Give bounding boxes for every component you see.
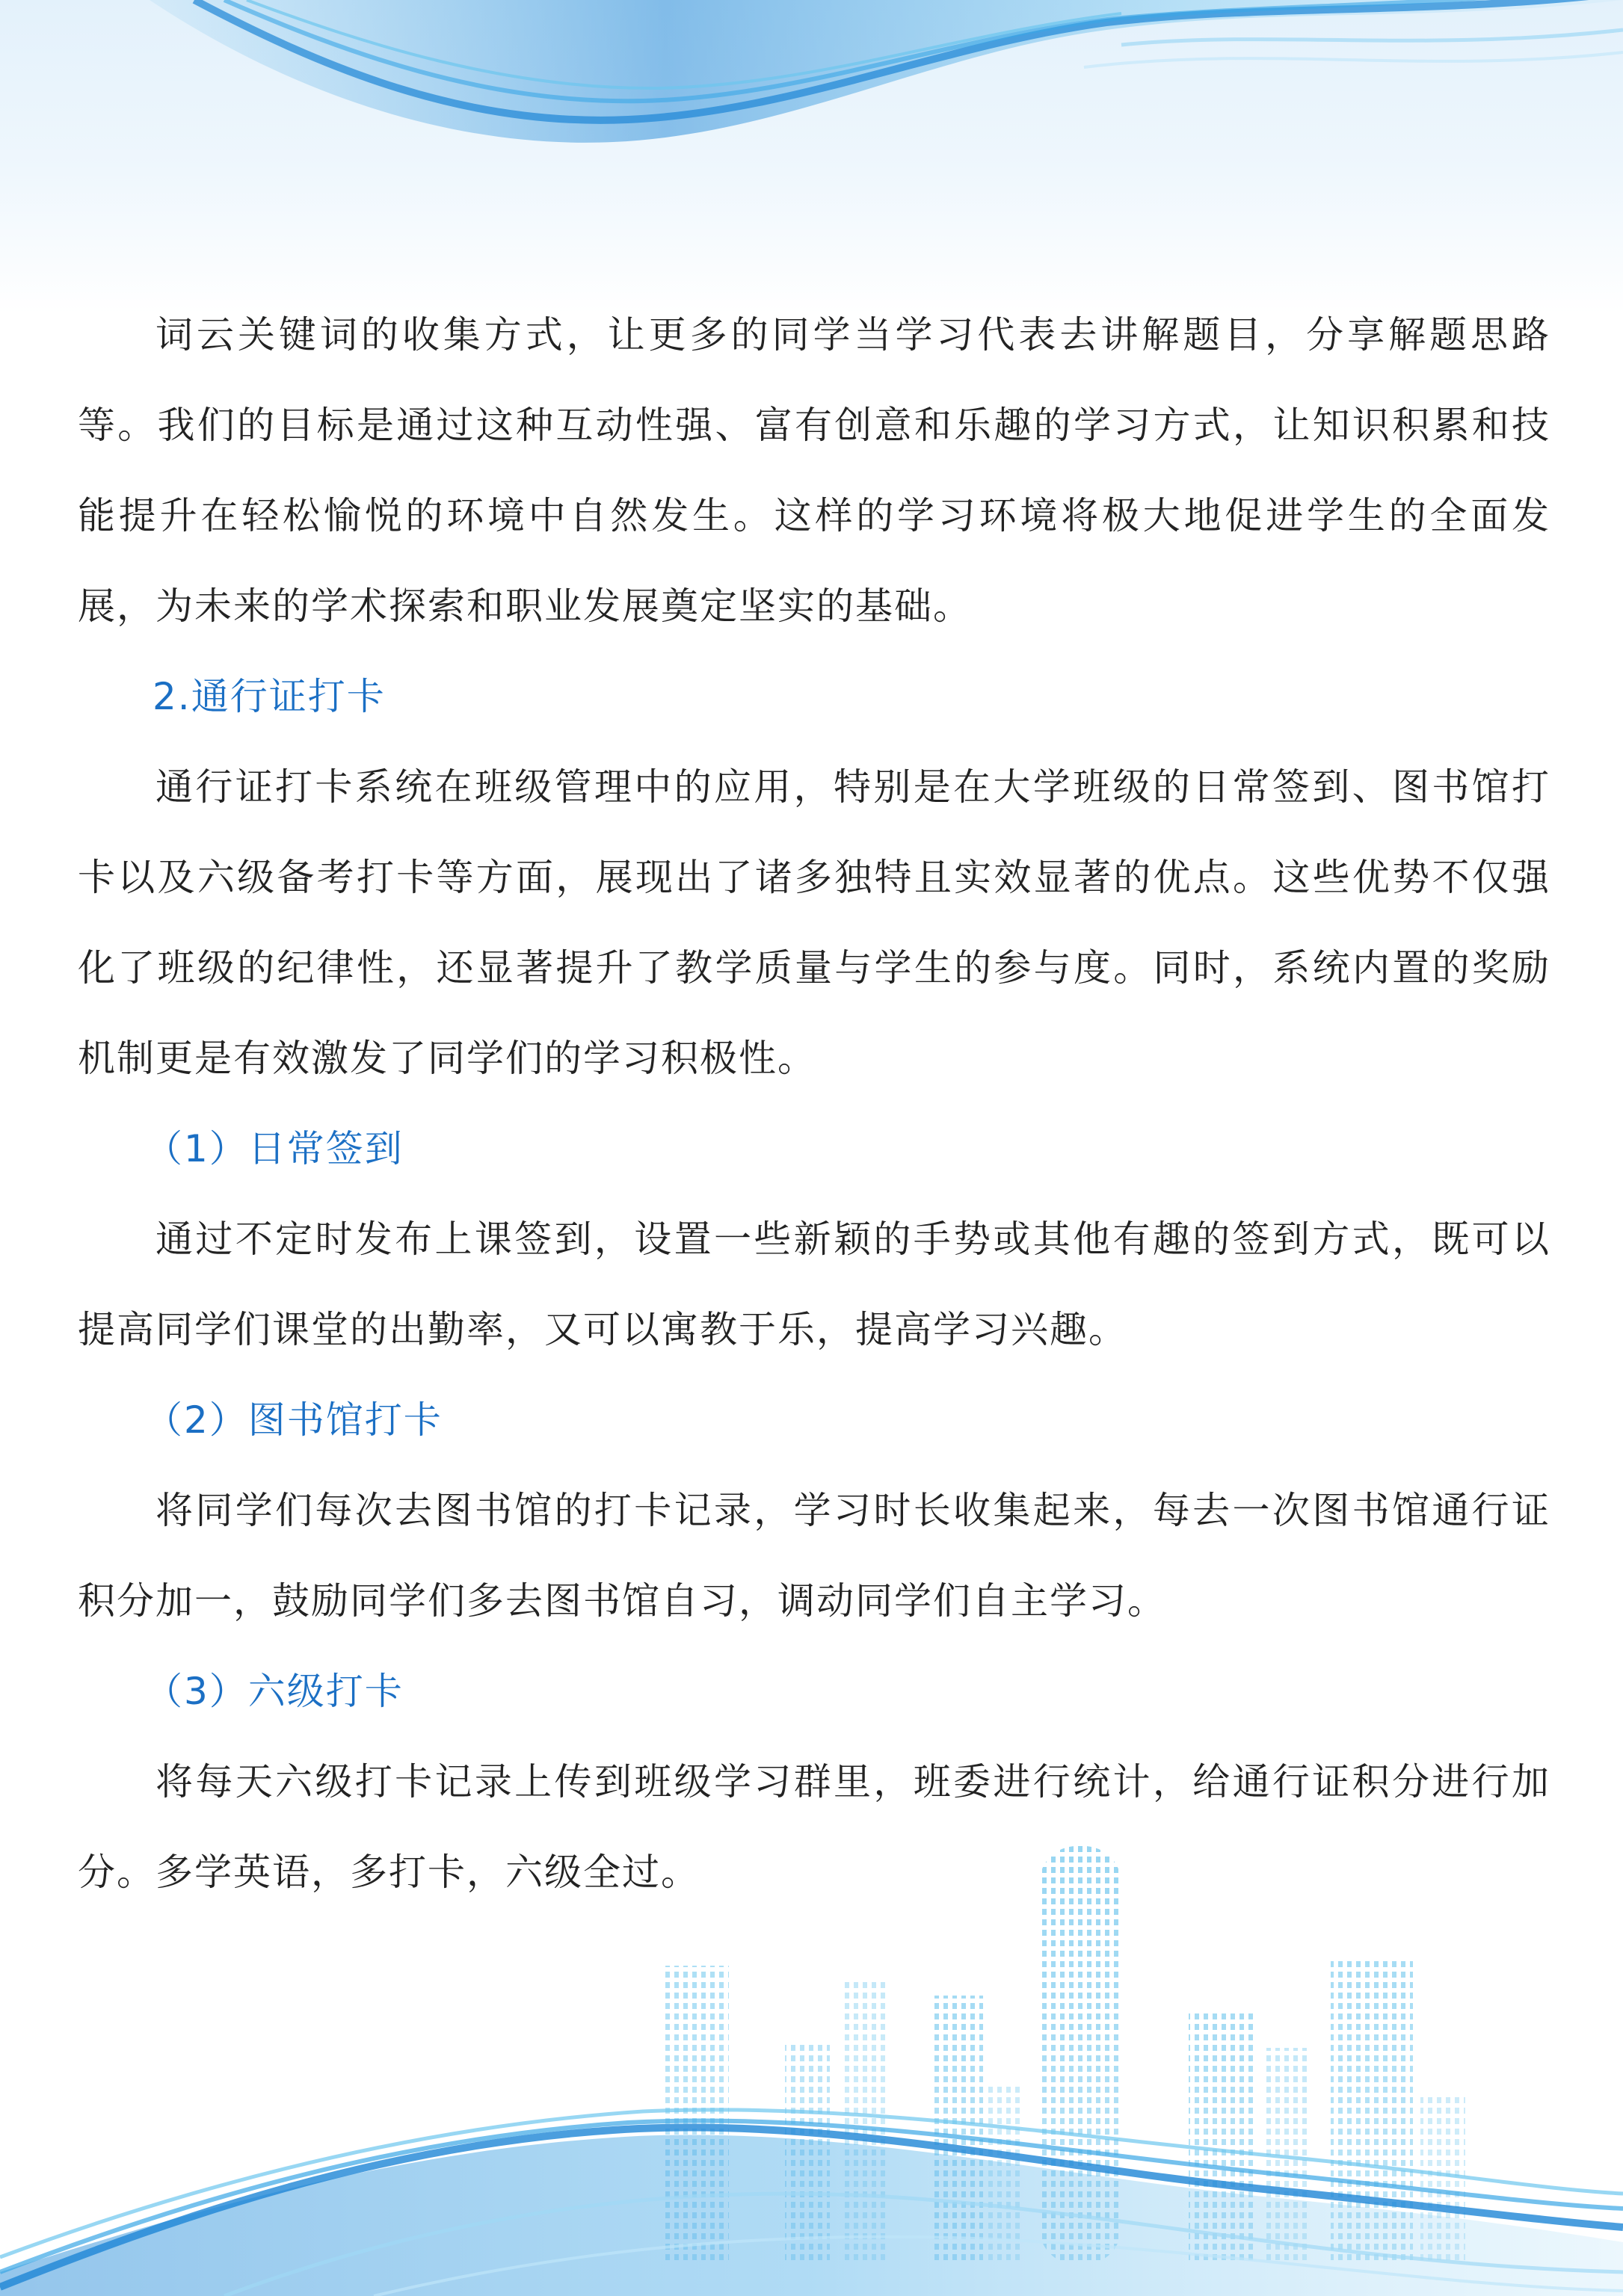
paragraph-daily-checkin: 通过不定时发布上课签到，设置一些新颖的手势或其他有趣的签到方式，既可以提高同学们课堂的出勤率，又可以寓教于乐，提高学习兴趣。 xyxy=(78,1218,1550,1351)
paragraph-library-checkin: 将同学们每次去图书馆的打卡记录，学习时长收集起来，每去一次图书馆通行证积分加一，鼓励同学们多去图书馆自习，调动同学们自主学习。 xyxy=(78,1489,1550,1623)
heading-library-checkin: （2）图书馆打卡 xyxy=(145,1398,443,1442)
top-wave-decoration xyxy=(0,0,1623,172)
heading-daily-checkin: （1）日常签到 xyxy=(145,1127,404,1170)
heading-cet6-checkin: （3）六级打卡 xyxy=(145,1670,404,1713)
paragraph-intro-continuation: 词云关键词的收集方式，让更多的同学当学习代表去讲解题目，分享解题思路等。我们的目标是通过这种互动性强、富有创意和乐趣的学习方式，让知识积累和技能提升在轻松愉悦的环境中自然发生。这样的学习环境将极大地促进学生的全面发展，为未来的学术探索和职业发展奠定坚实的基础。 xyxy=(78,313,1550,628)
paragraph-pass-checkin: 通行证打卡系统在班级管理中的应用，特别是在大学班级的日常签到、图书馆打卡以及六级备考打卡等方面，展现出了诸多独特且实效显著的优点。这些优势不仅强化了班级的纪律性，还显著提升了教学质量与学生的参与度。同时，系统内置的奖励机制更是有效激发了同学们的学习积极性。 xyxy=(78,765,1550,1080)
heading-pass-checkin: 2.通行证打卡 xyxy=(153,675,386,718)
paragraph-cet6-checkin: 将每天六级打卡记录上传到班级学习群里，班委进行统计，给通行证积分进行加分。多学英语，多打卡，六级全过。 xyxy=(78,1760,1550,1894)
